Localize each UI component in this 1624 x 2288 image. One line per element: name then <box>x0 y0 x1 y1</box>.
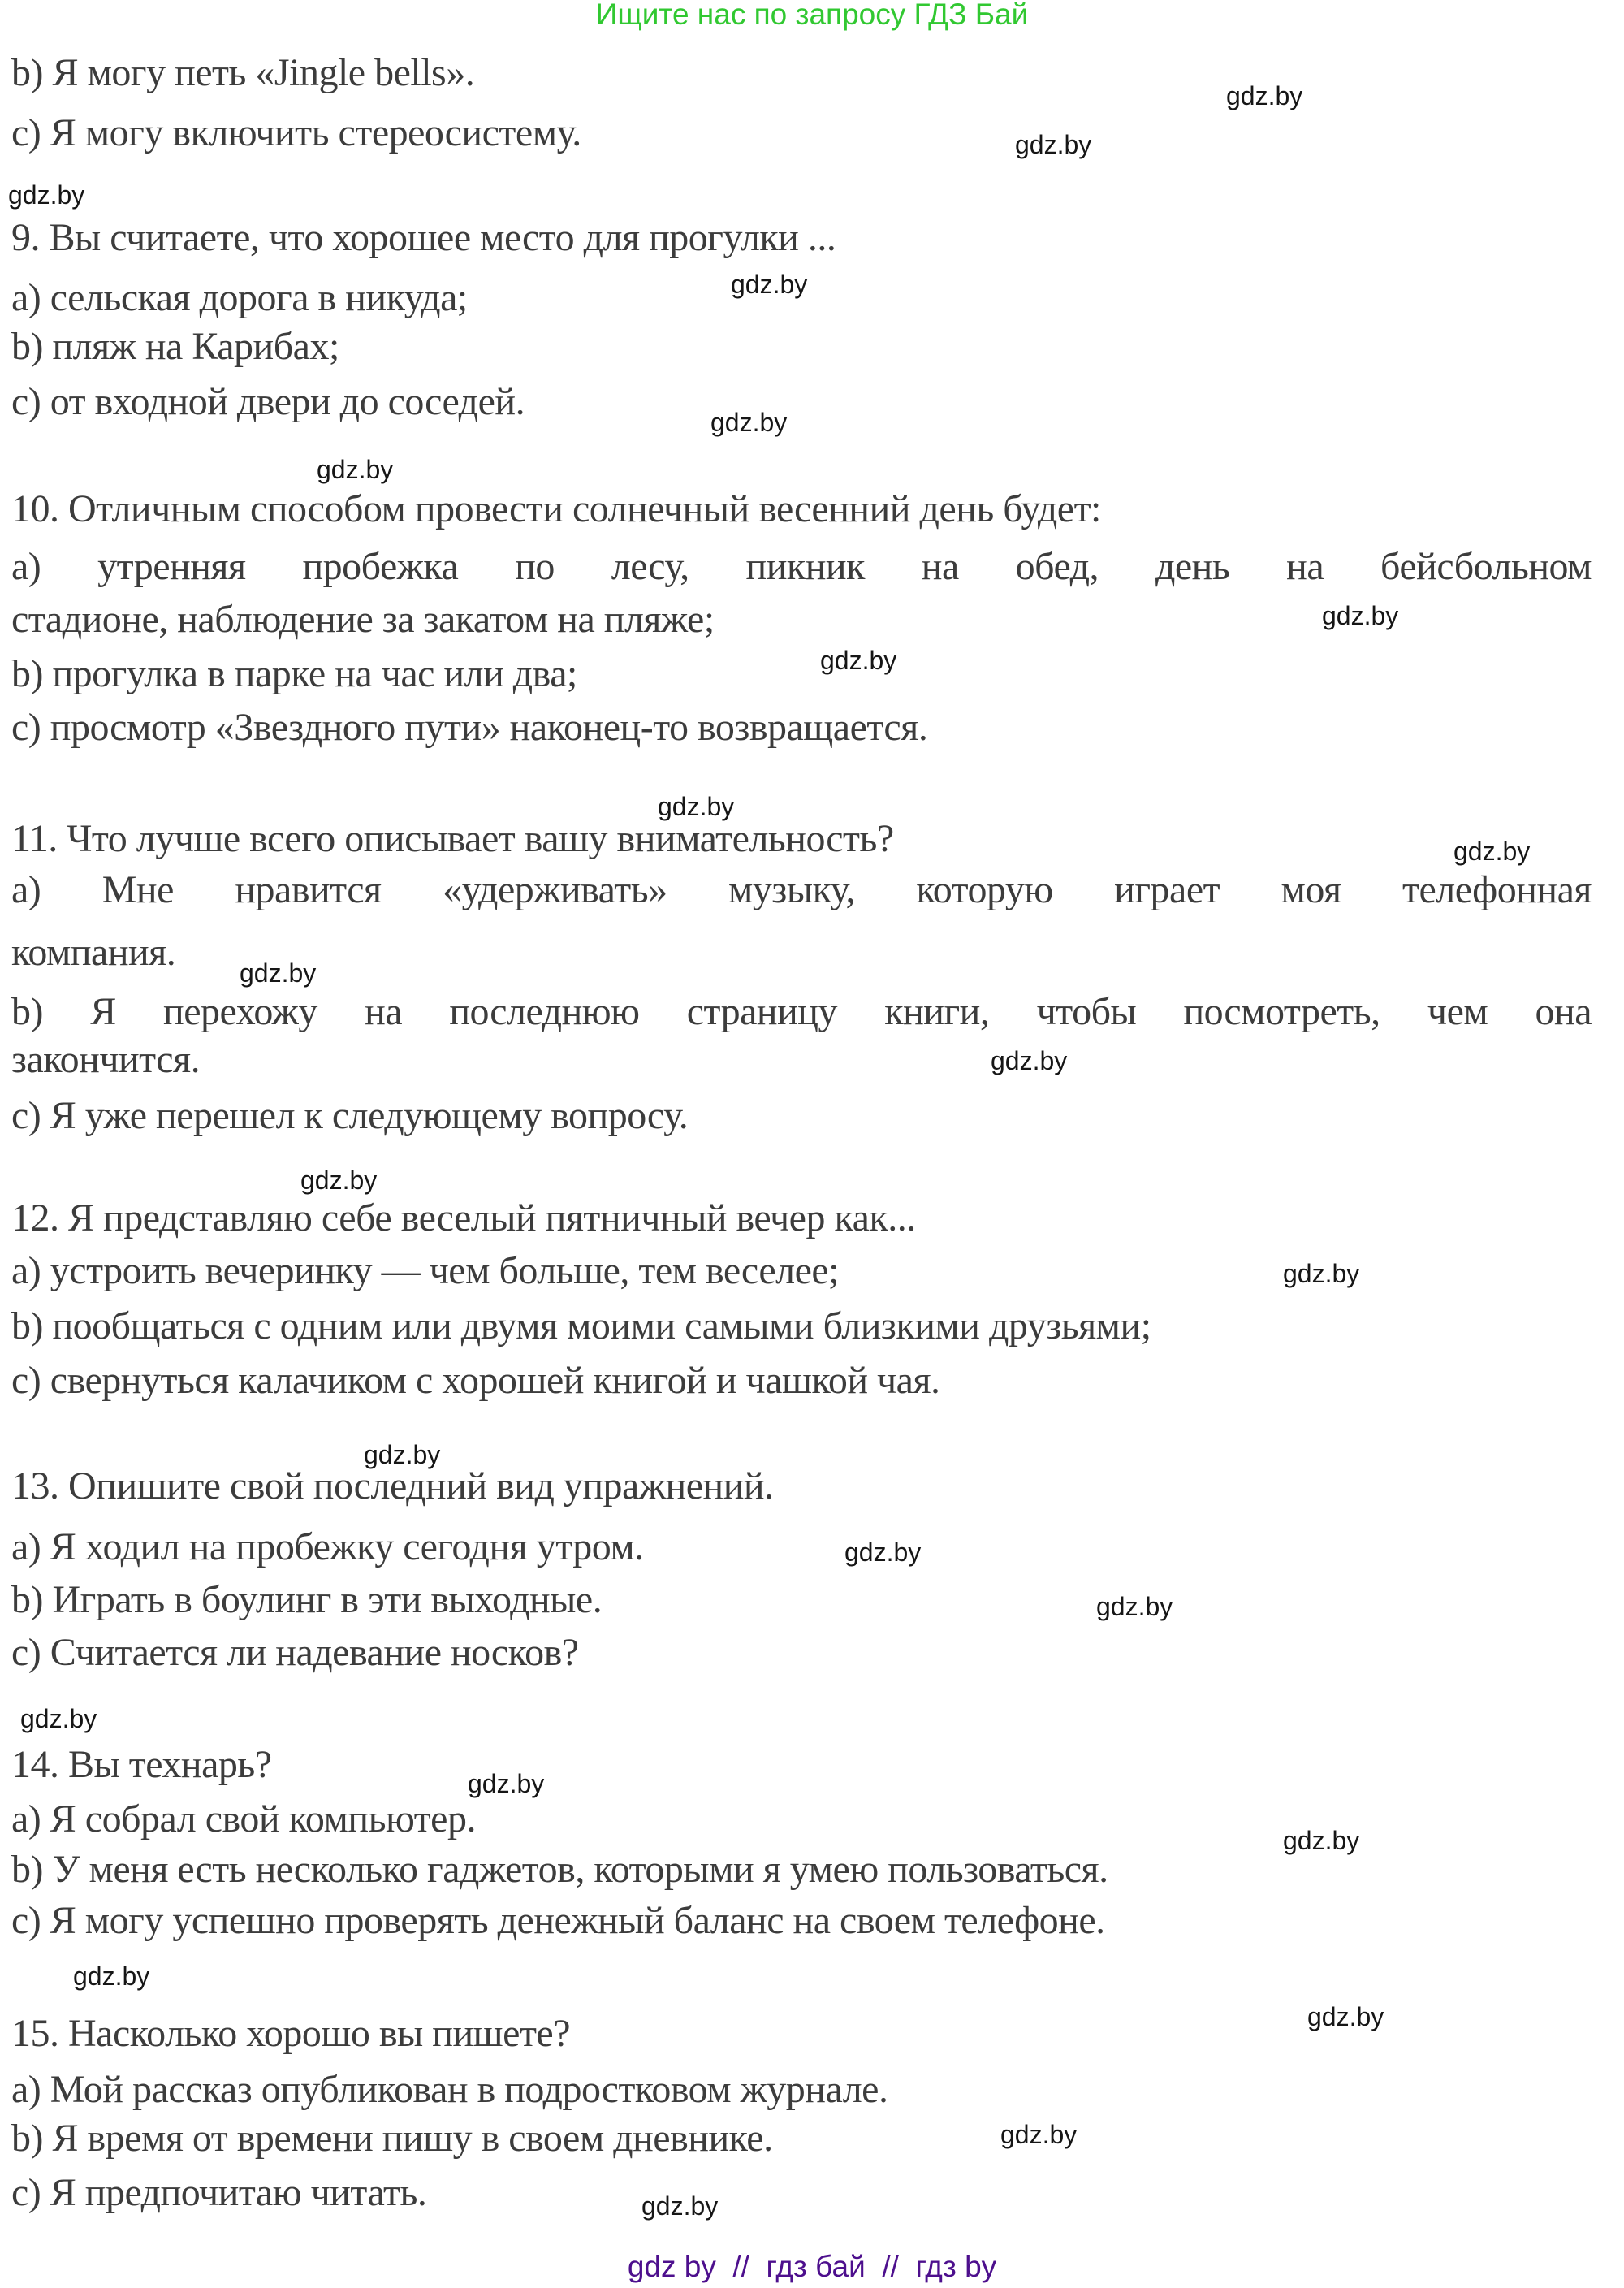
gdz-watermark: gdz.by <box>1283 1259 1360 1288</box>
gdz-watermark: gdz.by <box>1283 1826 1360 1855</box>
gdz-watermark: gdz.by <box>1322 601 1399 630</box>
text-line-q10-title: 10. Отличным способом провести солнечный весенний день будет: <box>11 487 1101 530</box>
text-line-q9-option-a: a) сельская дорога в никуда; <box>11 276 468 319</box>
gdz-watermark: gdz.by <box>317 455 394 484</box>
text-line-q12-option-c: c) свернуться калачиком с хорошей книгой и чашкой чая. <box>11 1359 940 1402</box>
text-line-q12-option-a: a) устроить вечеринку — чем больше, тем веселее; <box>11 1249 840 1292</box>
gdz-watermark: gdz.by <box>710 408 788 437</box>
text-line-q9-option-b: b) пляж на Карибах; <box>11 325 339 368</box>
text-line-q15-option-b: b) Я время от времени пишу в своем дневнике. <box>11 2117 773 2160</box>
gdz-watermark: gdz.by <box>1226 81 1303 110</box>
footer-promo-text: gdz by // гдз бай // гдз by <box>627 2250 997 2283</box>
text-line-q10-option-a1: a) утренняя пробежка по лесу, пикник на обед, день на бейсбольном <box>11 545 1592 588</box>
text-line-q14-option-c: c) Я могу успешно проверять денежный баланс на своем телефоне. <box>11 1899 1105 1942</box>
gdz-watermark: gdz.by <box>1307 2002 1384 2031</box>
text-line-q15-title: 15. Насколько хорошо вы пишете? <box>11 2012 571 2055</box>
gdz-watermark: gdz.by <box>658 792 735 821</box>
gdz-watermark: gdz.by <box>641 2191 719 2221</box>
gdz-watermark: gdz.by <box>1015 130 1092 159</box>
gdz-watermark: gdz.by <box>731 270 808 299</box>
text-line-q11-title: 11. Что лучше всего описывает вашу внимательность? <box>11 817 894 860</box>
gdz-watermark: gdz.by <box>991 1046 1068 1075</box>
text-line-q9-option-c: c) от входной двери до соседей. <box>11 380 525 423</box>
text-line-q9-title: 9. Вы считаете, что хорошее место для прогулки ... <box>11 216 836 259</box>
header-promo-text: Ищите нас по запросу ГДЗ Бай <box>595 0 1029 31</box>
text-line-q11-option-b2: закончится. <box>11 1038 201 1081</box>
text-line-q13-option-a: a) Я ходил на пробежку сегодня утром. <box>11 1525 644 1568</box>
gdz-watermark: gdz.by <box>240 958 317 988</box>
gdz-watermark: gdz.by <box>300 1166 378 1195</box>
text-line-q11-option-a2: компания. <box>11 931 176 974</box>
text-line-q14-option-a: a) Я собрал свой компьютер. <box>11 1797 476 1840</box>
text-line-q11-option-c: c) Я уже перешел к следующему вопросу. <box>11 1094 689 1137</box>
text-line-q10-option-a2: стадионе, наблюдение за закатом на пляже; <box>11 598 715 641</box>
text-line-q10-option-b: b) прогулка в парке на час или два; <box>11 652 577 695</box>
text-line-q10-option-c: c) просмотр «Звездного пути» наконец-то возвращается. <box>11 706 928 749</box>
text-line-q13-option-b: b) Играть в боулинг в эти выходные. <box>11 1578 603 1621</box>
gdz-watermark: gdz.by <box>20 1704 97 1733</box>
text-line-q8-option-c: c) Я могу включить стереосистему. <box>11 111 581 154</box>
gdz-watermark: gdz.by <box>8 180 85 210</box>
gdz-watermark: gdz.by <box>844 1538 922 1567</box>
text-line-q12-title: 12. Я представляю себе веселый пятничный вечер как... <box>11 1196 916 1239</box>
text-line-q12-option-b: b) пообщаться с одним или двумя моими самыми близкими друзьями; <box>11 1304 1151 1347</box>
text-line-q8-option-b: b) Я могу петь «Jingle bells». <box>11 51 475 94</box>
gdz-watermark: gdz.by <box>73 1961 150 1991</box>
text-line-q11-option-a1: a) Мне нравится «удерживать» музыку, которую играет моя телефонная <box>11 868 1592 911</box>
gdz-watermark: gdz.by <box>364 1440 441 1469</box>
text-line-q15-option-a: a) Мой рассказ опубликован в подростковом журнале. <box>11 2068 888 2111</box>
gdz-watermark: gdz.by <box>1453 837 1531 866</box>
gdz-watermark: gdz.by <box>820 646 897 675</box>
text-line-q15-option-c: c) Я предпочитаю читать. <box>11 2171 427 2214</box>
gdz-watermark: gdz.by <box>468 1769 545 1798</box>
text-line-q13-title: 13. Опишите свой последний вид упражнений. <box>11 1464 774 1507</box>
text-line-q13-option-c: c) Считается ли надевание носков? <box>11 1631 579 1674</box>
text-line-q11-option-b1: b) Я перехожу на последнюю страницу книги, чтобы посмотреть, чем она <box>11 990 1592 1033</box>
gdz-watermark: gdz.by <box>1096 1592 1173 1621</box>
text-line-q14-option-b: b) У меня есть несколько гаджетов, которыми я умею пользоваться. <box>11 1848 1108 1891</box>
text-line-q14-title: 14. Вы технарь? <box>11 1743 272 1786</box>
gdz-watermark: gdz.by <box>1000 2120 1078 2149</box>
